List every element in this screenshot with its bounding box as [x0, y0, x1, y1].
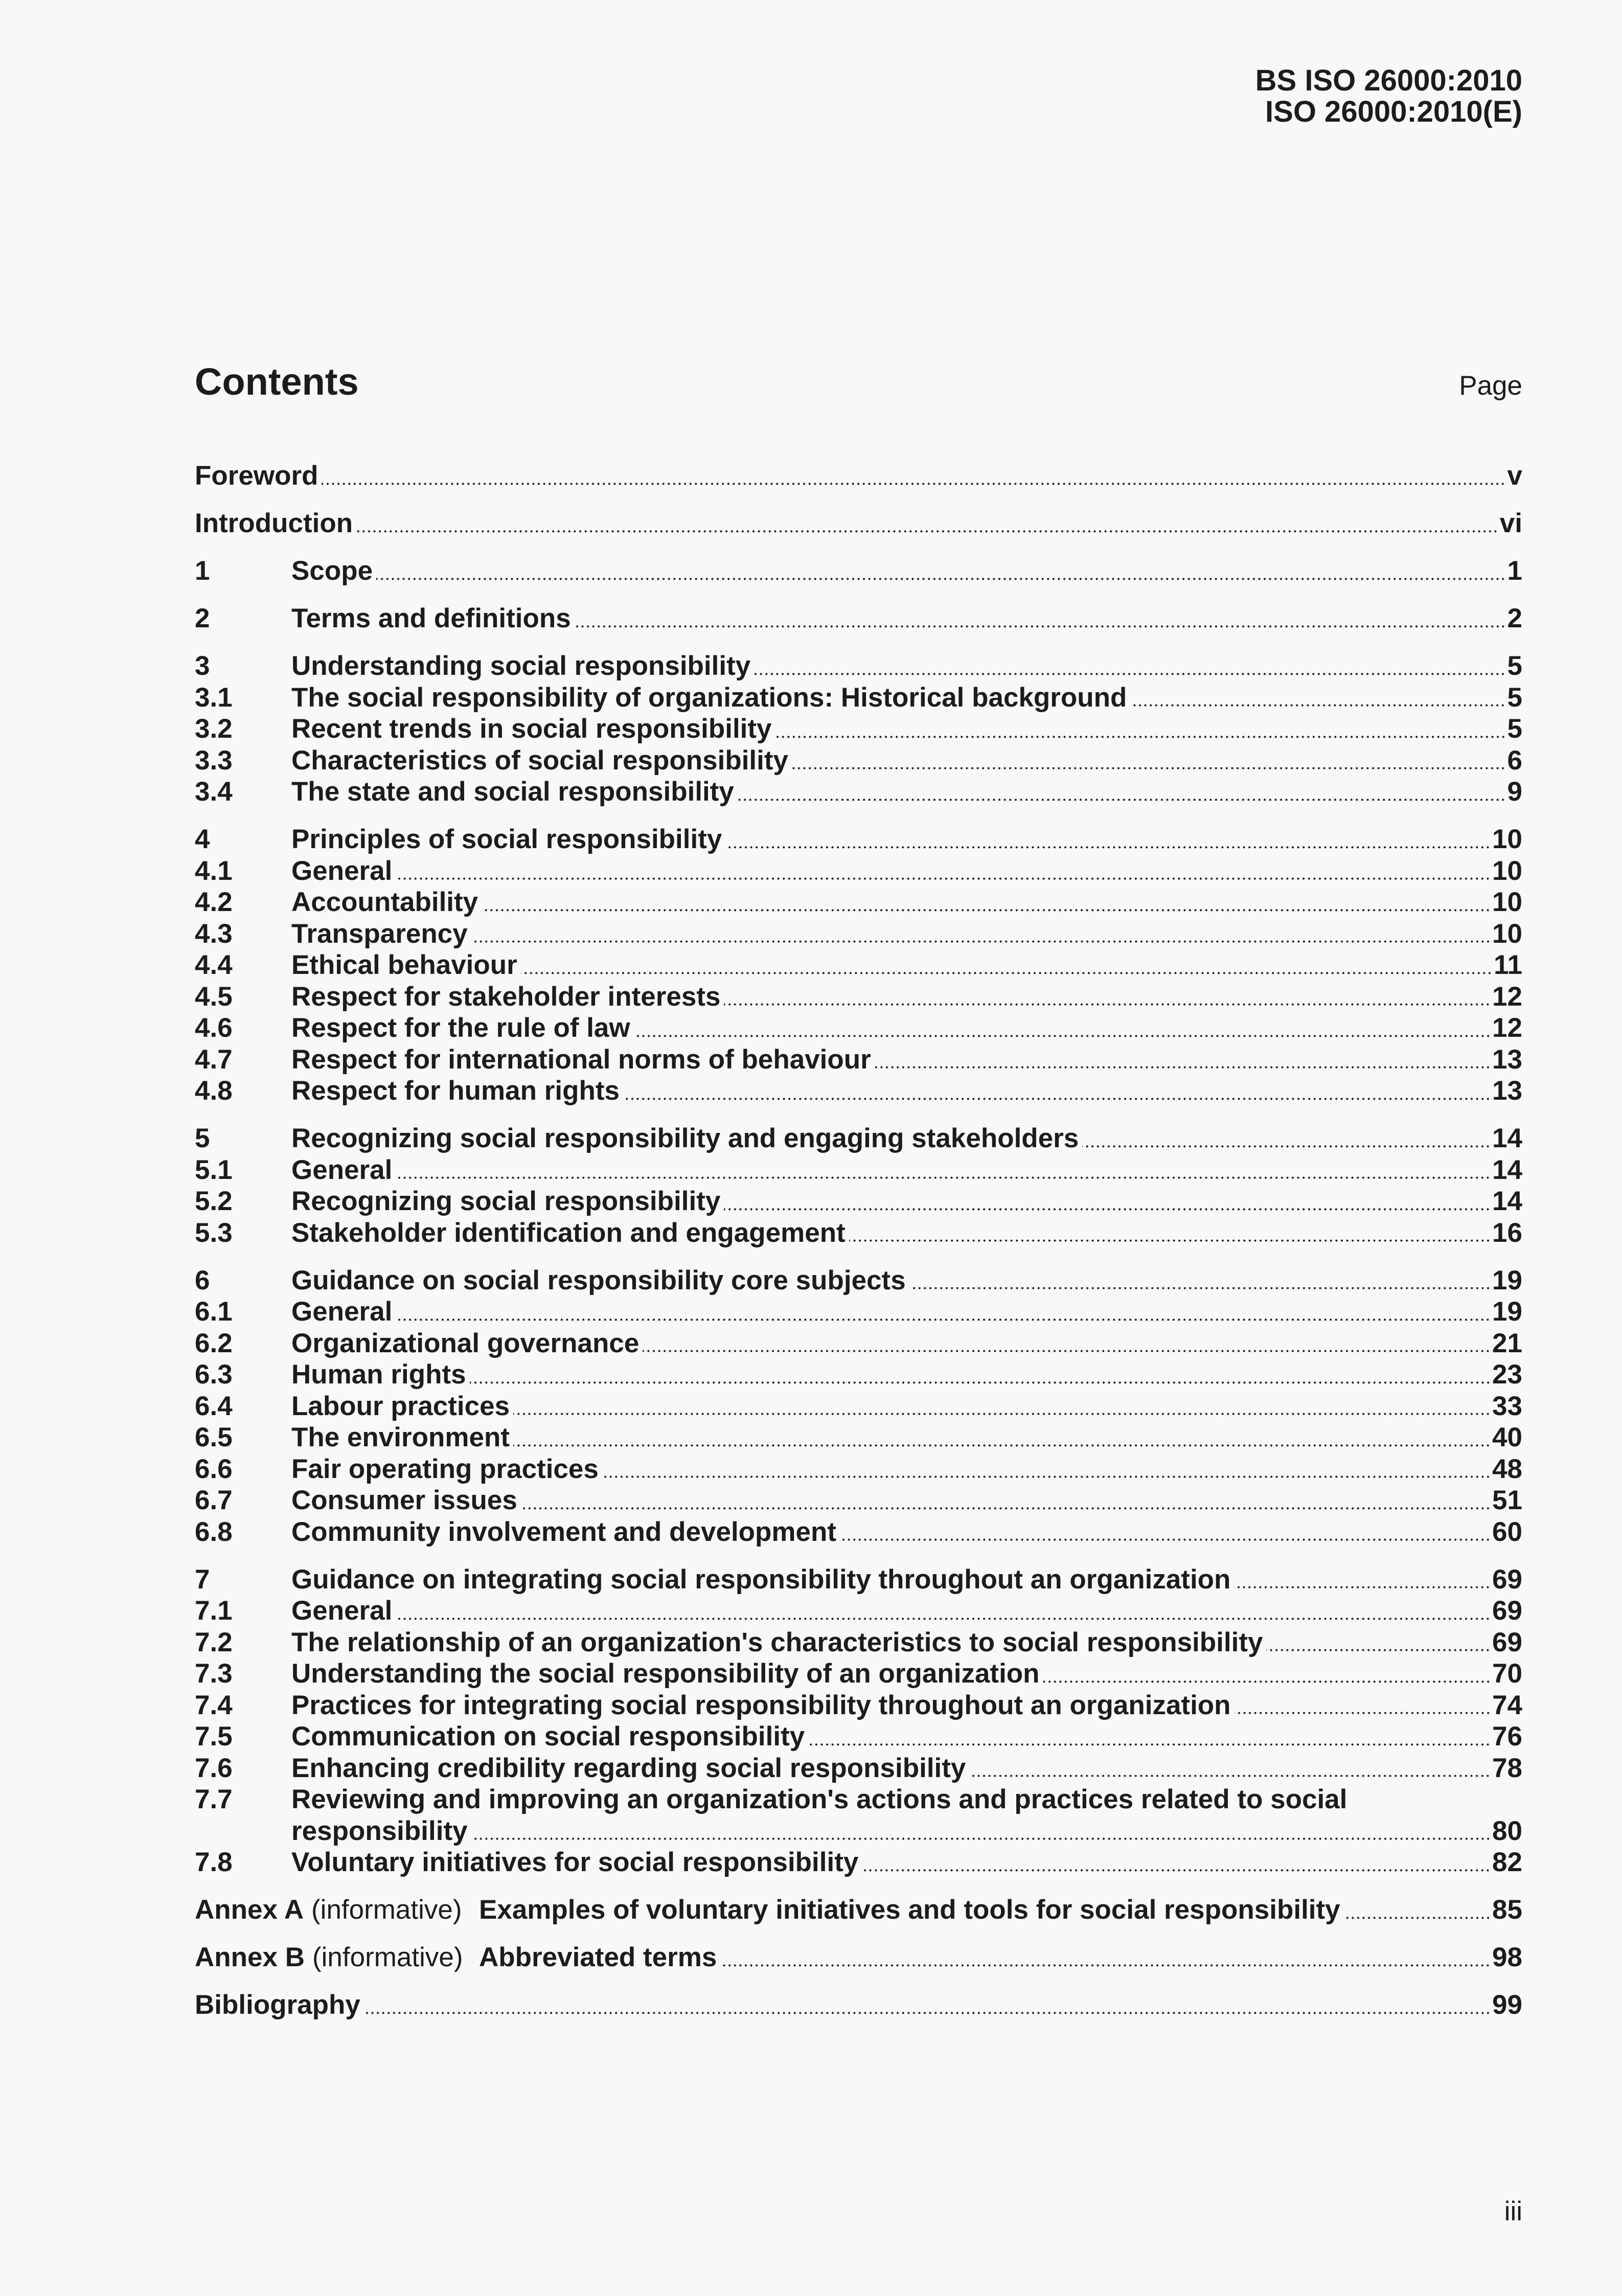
toc-entry-clause-7-7[interactable] [195, 1784, 1522, 1847]
toc-entry-foreword[interactable] [195, 460, 1522, 492]
dot-leader [623, 1075, 1491, 1107]
entry-page-number: 1 [1507, 556, 1522, 586]
dot-leader [849, 1217, 1491, 1249]
subclause-title: Enhancing credibility regarding social responsibility [291, 1753, 966, 1783]
subclause-title: Ethical behaviour [291, 950, 517, 980]
toc-entry-clause-6-5[interactable] [195, 1422, 1522, 1453]
clause-number: 3 [195, 651, 210, 681]
entry-page-number: 48 [1492, 1453, 1522, 1484]
toc-entry-clause-6-8[interactable] [195, 1516, 1522, 1548]
dot-leader [862, 1847, 1491, 1878]
entry-page-number: 80 [1492, 1815, 1522, 1846]
dot-leader [364, 1989, 1491, 2021]
subclause-title: The relationship of an organization's characteristics to social responsibility [291, 1627, 1263, 1657]
subclause-number: 6.5 [195, 1422, 233, 1452]
toc-entry-clause-4-7[interactable] [195, 1044, 1522, 1076]
subclause-title: Understanding the social responsibility of an organization [291, 1658, 1040, 1689]
toc-entry-clause-7-5[interactable] [195, 1721, 1522, 1753]
dot-leader [1266, 1627, 1491, 1658]
subclause-title: Labour practices [291, 1391, 510, 1421]
entry-page-number: 76 [1492, 1721, 1522, 1752]
toc-entry-clause-7-8[interactable] [195, 1847, 1522, 1878]
toc-entry-clause-4-4[interactable] [195, 949, 1522, 981]
dot-leader [720, 1942, 1491, 1973]
entry-page-number: 5 [1507, 651, 1522, 681]
toc-group-clause-5 [195, 1123, 1522, 1248]
subclause-number: 6.7 [195, 1485, 233, 1515]
subclause-number: 4.2 [195, 887, 233, 917]
subclause-title: The environment [291, 1422, 510, 1452]
subclause-title: Communication on social responsibility [291, 1721, 805, 1752]
toc-group-clause-4 [195, 824, 1522, 1107]
clause-title: Guidance on integrating social responsibility throughout an organization [291, 1564, 1231, 1595]
toc-group-clause-6 [195, 1265, 1522, 1548]
dot-leader [969, 1753, 1491, 1784]
dot-leader [602, 1453, 1491, 1485]
table-of-contents [195, 460, 1522, 2021]
toc-entry-clause-7-3[interactable] [195, 1658, 1522, 1690]
entry-page-number: 5 [1507, 682, 1522, 713]
subclause-number: 3.4 [195, 777, 233, 807]
subclause-title: Practices for integrating social responsibility throughout an organization [291, 1690, 1231, 1720]
toc-entry-annex-b[interactable] [195, 1942, 1522, 1973]
dot-leader [521, 949, 1492, 981]
dot-leader [725, 824, 1491, 855]
subclause-title: Consumer issues [291, 1485, 517, 1515]
dot-leader [634, 1012, 1491, 1044]
entry-page-number: 78 [1492, 1753, 1522, 1783]
toc-entry-clause-1[interactable] [195, 555, 1522, 587]
page-column-label: Page [1459, 371, 1522, 401]
toc-entry-clause-6-6[interactable] [195, 1453, 1522, 1485]
entry-title: Foreword [195, 461, 318, 491]
toc-group-annex-a [195, 1894, 1522, 1926]
subclause-number: 7.8 [195, 1847, 233, 1877]
dot-leader [909, 1265, 1491, 1297]
entry-page-number: 13 [1492, 1076, 1522, 1106]
dot-leader [738, 776, 1506, 808]
entry-page-number: 98 [1492, 1942, 1522, 1972]
entry-page-number: 85 [1492, 1895, 1522, 1925]
subclause-title: Characteristics of social responsibility [291, 745, 789, 776]
toc-entry-clause-7-2[interactable] [195, 1627, 1522, 1658]
toc-entry-clause-5-3[interactable] [195, 1217, 1522, 1249]
subclause-number: 5.2 [195, 1186, 233, 1216]
dot-leader [396, 1154, 1491, 1186]
entry-page-number: 13 [1492, 1044, 1522, 1075]
subclause-title: Organizational governance [291, 1328, 639, 1358]
subclause-title: Respect for human rights [291, 1076, 620, 1106]
subclause-number: 6.8 [195, 1516, 233, 1547]
dot-leader [1043, 1658, 1491, 1690]
subclause-number: 7.7 [195, 1784, 233, 1814]
entry-page-number: 82 [1492, 1847, 1522, 1877]
entry-page-number: 69 [1492, 1627, 1522, 1657]
toc-entry-clause-6[interactable] [195, 1265, 1522, 1297]
subclause-number: 7.6 [195, 1753, 233, 1783]
subclause-title: Voluntary initiatives for social responsibility [291, 1847, 859, 1877]
clause-number: 6 [195, 1265, 210, 1295]
annex-qualifier: (informative) [312, 1942, 463, 1972]
clause-number: 5 [195, 1123, 210, 1153]
entry-page-number: 5 [1507, 714, 1522, 744]
dot-leader [471, 1815, 1491, 1847]
dot-leader [808, 1721, 1491, 1753]
clause-title: Recognizing social responsibility and engaging stakeholders [291, 1123, 1079, 1153]
toc-entry-clause-5[interactable] [195, 1123, 1522, 1154]
entry-page-number: 14 [1492, 1123, 1522, 1153]
toc-group-foreword [195, 460, 1522, 492]
toc-entry-clause-6-1[interactable] [195, 1296, 1522, 1328]
toc-group-introduction [195, 508, 1522, 539]
standard-designation-bs: BS ISO 26000:2010 [1255, 64, 1522, 97]
toc-entry-clause-4-5[interactable] [195, 981, 1522, 1013]
clause-number: 4 [195, 824, 210, 854]
subclause-number: 6.1 [195, 1297, 233, 1327]
dot-leader [521, 1485, 1491, 1516]
dot-leader [724, 1186, 1491, 1217]
toc-entry-clause-4-8[interactable] [195, 1075, 1522, 1107]
annex-title: Examples of voluntary initiatives and tools for social responsibility [479, 1895, 1340, 1925]
toc-entry-clause-4-6[interactable] [195, 1012, 1522, 1044]
subclause-title: Human rights [291, 1359, 466, 1390]
subclause-number: 6.4 [195, 1391, 233, 1421]
entry-page-number: 2 [1507, 603, 1522, 633]
toc-entry-clause-7-6[interactable] [195, 1753, 1522, 1784]
toc-entry-clause-7[interactable] [195, 1564, 1522, 1596]
dot-leader [513, 1391, 1491, 1422]
subclause-title: Community involvement and development [291, 1516, 837, 1547]
dot-leader [875, 1044, 1491, 1076]
dot-leader [775, 713, 1506, 745]
dot-leader [356, 508, 1498, 539]
dot-leader [513, 1422, 1491, 1453]
toc-entry-clause-6-4[interactable] [195, 1391, 1522, 1422]
dot-leader [792, 745, 1506, 777]
toc-group-bibliography [195, 1989, 1522, 2021]
entry-title: Introduction [195, 508, 353, 538]
entry-page-number: 10 [1492, 918, 1522, 949]
toc-group-clause-3 [195, 650, 1522, 808]
annex-title: Abbreviated terms [479, 1942, 717, 1972]
subclause-title: General [291, 855, 393, 886]
dot-leader [322, 460, 1505, 492]
toc-entry-clause-6-7[interactable] [195, 1485, 1522, 1516]
entry-page-number: 10 [1492, 824, 1522, 854]
entry-page-number: 33 [1492, 1391, 1522, 1421]
entry-page-number: 6 [1507, 745, 1522, 776]
footer-page-number: iii [1504, 2196, 1522, 2226]
toc-entry-clause-7-4[interactable] [195, 1690, 1522, 1721]
toc-entry-clause-3-1[interactable] [195, 682, 1522, 714]
subclause-number: 4.5 [195, 981, 233, 1012]
subclause-number: 7.4 [195, 1690, 233, 1720]
entry-page-number: 12 [1492, 1013, 1522, 1043]
entry-page-number: 60 [1492, 1516, 1522, 1547]
dot-leader [1234, 1564, 1491, 1596]
entry-line-1 [195, 1784, 1522, 1815]
subclause-number: 6.2 [195, 1328, 233, 1358]
clause-title: Understanding social responsibility [291, 651, 751, 681]
dot-leader [470, 1359, 1491, 1391]
annex-label: Annex A [195, 1895, 304, 1925]
clause-title: Terms and definitions [291, 603, 571, 633]
subclause-number: 4.6 [195, 1013, 233, 1043]
toc-entry-clause-3-4[interactable] [195, 776, 1522, 808]
subclause-number: 4.1 [195, 855, 233, 886]
subclause-number: 4.4 [195, 950, 233, 980]
subclause-number: 5.1 [195, 1154, 233, 1185]
dot-leader [840, 1516, 1491, 1548]
clause-number: 1 [195, 556, 210, 586]
subclause-title: General [291, 1596, 393, 1626]
subclause-number: 3.3 [195, 745, 233, 776]
dot-leader [1130, 682, 1505, 714]
subclause-title: Transparency [291, 918, 468, 949]
entry-page-number: 10 [1492, 887, 1522, 917]
toc-entry-clause-3[interactable] [195, 650, 1522, 682]
entry-page-number: 19 [1492, 1297, 1522, 1327]
toc-group-annex-b [195, 1942, 1522, 1973]
dot-leader [1344, 1894, 1491, 1926]
toc-entry-bibliography[interactable] [195, 1989, 1522, 2021]
annex-qualifier: (informative) [311, 1895, 462, 1925]
subclause-number: 7.5 [195, 1721, 233, 1752]
dot-leader [396, 1595, 1491, 1627]
subclause-title: Respect for stakeholder interests [291, 981, 721, 1012]
entry-page-number: 69 [1492, 1596, 1522, 1626]
dot-leader [1082, 1123, 1491, 1154]
entry-page-number: 51 [1492, 1485, 1522, 1515]
dot-leader [376, 555, 1505, 587]
entry-page-number: 40 [1492, 1422, 1522, 1452]
entry-page-number: 19 [1492, 1265, 1522, 1295]
toc-entry-clause-3-3[interactable] [195, 745, 1522, 777]
entry-page-number: 21 [1492, 1328, 1522, 1358]
entry-page-number: v [1507, 461, 1522, 491]
subclause-title-line-2: responsibility [291, 1815, 468, 1846]
subclause-title: General [291, 1297, 393, 1327]
entry-page-number: 74 [1492, 1690, 1522, 1720]
entry-page-number: vi [1499, 508, 1522, 538]
toc-entry-annex-a[interactable] [195, 1894, 1522, 1926]
subclause-number: 7.2 [195, 1627, 233, 1657]
clause-title: Principles of social responsibility [291, 824, 722, 854]
entry-page-number: 12 [1492, 981, 1522, 1012]
subclause-title-line-1: Reviewing and improving an organization's actions and practices related to social [291, 1784, 1347, 1814]
toc-group-clause-7 [195, 1564, 1522, 1878]
entry-page-number: 16 [1492, 1217, 1522, 1248]
toc-entry-clause-5-1[interactable] [195, 1154, 1522, 1186]
dot-leader [643, 1328, 1491, 1359]
subclause-title: The social responsibility of organizations: Historical background [291, 682, 1127, 713]
dot-leader [482, 886, 1491, 918]
subclause-number: 7.3 [195, 1658, 233, 1689]
entry-page-number: 14 [1492, 1154, 1522, 1185]
standard-designation-iso: ISO 26000:2010(E) [1265, 95, 1522, 128]
toc-entry-clause-6-3[interactable] [195, 1359, 1522, 1391]
entry-page-number: 70 [1492, 1658, 1522, 1689]
clause-title: Guidance on social responsibility core subjects [291, 1265, 906, 1295]
dot-leader [754, 650, 1505, 682]
entry-page-number: 23 [1492, 1359, 1522, 1390]
subclause-number: 3.1 [195, 682, 233, 713]
dot-leader [471, 918, 1491, 950]
subclause-number: 5.3 [195, 1217, 233, 1248]
subclause-number: 4.3 [195, 918, 233, 949]
dot-leader [724, 981, 1491, 1013]
toc-group-clause-1 [195, 555, 1522, 587]
entry-page-number: 99 [1492, 1990, 1522, 2020]
subclause-title: Recent trends in social responsibility [291, 714, 772, 744]
subclause-title: Respect for the rule of law [291, 1013, 630, 1043]
toc-entry-clause-7-1[interactable] [195, 1595, 1522, 1627]
dot-leader [396, 1296, 1491, 1328]
clause-number: 2 [195, 603, 210, 633]
entry-page-number: 14 [1492, 1186, 1522, 1216]
toc-entry-clause-4-3[interactable] [195, 918, 1522, 950]
toc-entry-clause-4-2[interactable] [195, 886, 1522, 918]
toc-entry-introduction[interactable] [195, 508, 1522, 539]
dot-leader [575, 603, 1506, 634]
subclause-title: Respect for international norms of behaviour [291, 1044, 871, 1075]
subclause-number: 3.2 [195, 714, 233, 744]
toc-entry-clause-4-1[interactable] [195, 855, 1522, 887]
annex-label-block [195, 1894, 479, 1926]
subclause-number: 6.6 [195, 1453, 233, 1484]
contents-heading-row [195, 361, 1522, 402]
clause-number: 7 [195, 1564, 210, 1595]
subclause-number: 4.7 [195, 1044, 233, 1075]
entry-page-number: 11 [1493, 950, 1522, 980]
toc-entry-clause-5-2[interactable] [195, 1186, 1522, 1217]
subclause-title: Stakeholder identification and engagement [291, 1217, 846, 1248]
entry-title: Bibliography [195, 1990, 360, 2020]
entry-page-number: 69 [1492, 1564, 1522, 1595]
entry-line-2 [195, 1815, 1522, 1847]
clause-title: Scope [291, 556, 373, 586]
subclause-number: 4.8 [195, 1076, 233, 1106]
subclause-title: The state and social responsibility [291, 777, 734, 807]
dot-leader [1235, 1690, 1491, 1721]
document-header [1255, 65, 1522, 127]
subclause-title: Recognizing social responsibility [291, 1186, 721, 1216]
entry-page-number: 9 [1507, 777, 1522, 807]
contents-title: Contents [195, 360, 359, 403]
dot-leader [396, 855, 1491, 887]
subclause-title: Accountability [291, 887, 478, 917]
annex-label-block [195, 1942, 479, 1973]
toc-entry-clause-3-2[interactable] [195, 713, 1522, 745]
toc-entry-clause-6-2[interactable] [195, 1328, 1522, 1359]
subclause-number: 6.3 [195, 1359, 233, 1390]
toc-entry-clause-4[interactable] [195, 824, 1522, 855]
toc-group-clause-2 [195, 603, 1522, 634]
subclause-title: General [291, 1154, 393, 1185]
annex-label: Annex B [195, 1942, 305, 1972]
entry-page-number: 10 [1492, 855, 1522, 886]
subclause-title: Fair operating practices [291, 1453, 599, 1484]
subclause-number: 7.1 [195, 1596, 233, 1626]
toc-entry-clause-2[interactable] [195, 603, 1522, 634]
